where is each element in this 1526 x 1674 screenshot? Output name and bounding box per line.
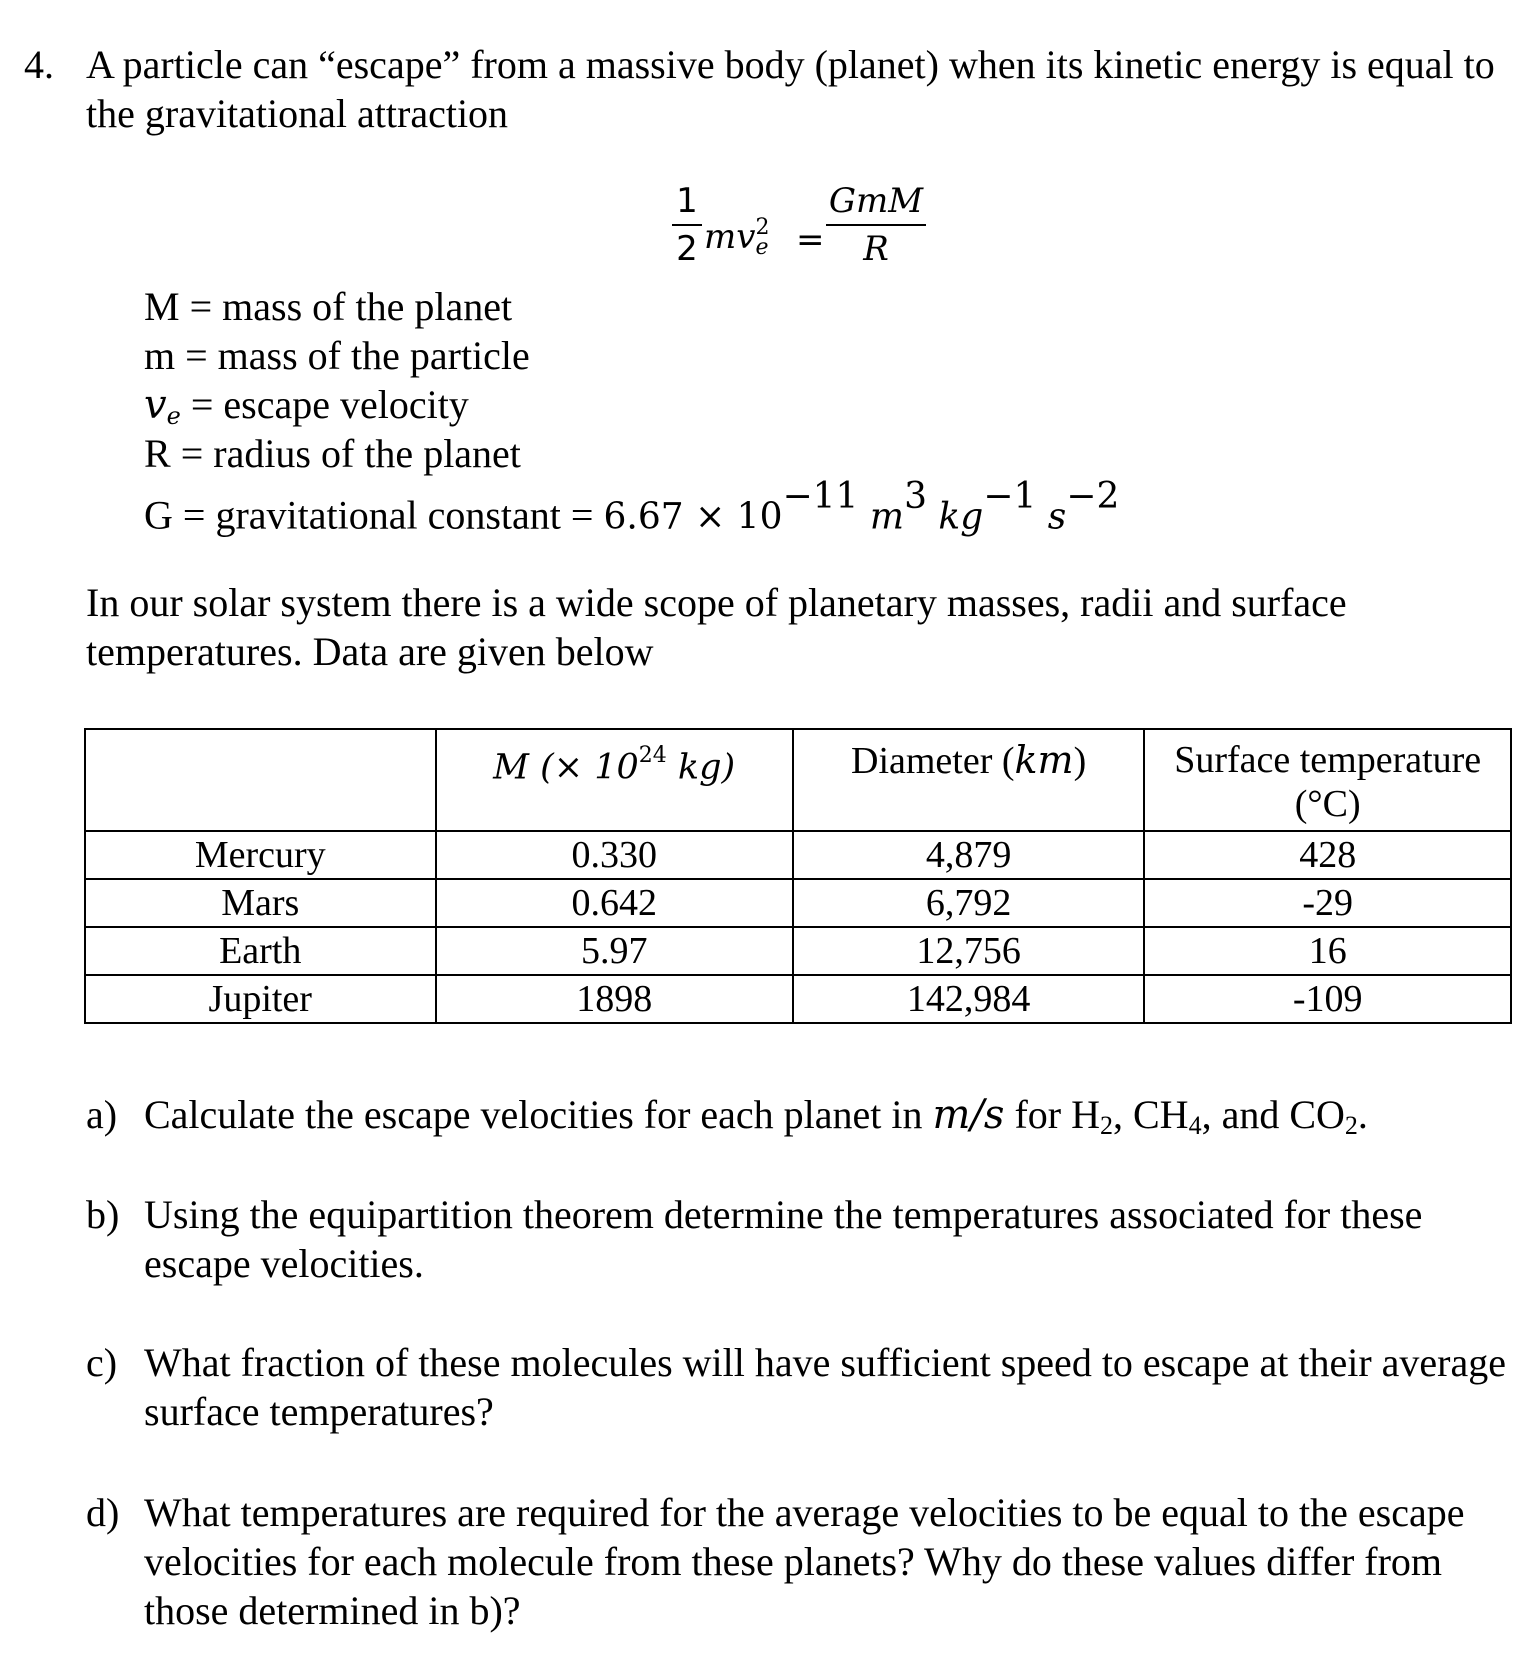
kinetic-expr: mv [704, 217, 756, 257]
part-c-label: c) [86, 1340, 118, 1385]
planet-temperature: -29 [1144, 879, 1511, 927]
definition-G: G = gravitational constant = $6.67 \times 10^{-11}$ $m^3$ $kg^{-1}$ $s^{-2}$ [144, 476, 1120, 538]
planet-mass: 1898 [436, 975, 793, 1023]
intro-line-1: A particle can “escape” from a massive body (planet) when its kinetic energy is equal to [86, 42, 1495, 87]
gravity-fraction [826, 182, 926, 268]
kinetic-term [704, 213, 782, 266]
table-row [85, 879, 1511, 927]
planet-diameter: 12,756 [793, 927, 1145, 975]
header-diameter: Diameter (km) [793, 729, 1145, 831]
planet-diameter: 4,879 [793, 831, 1145, 879]
planet-name: Mercury [85, 831, 436, 879]
definition-ve: $v_e$ = escape velocity [144, 382, 469, 430]
planet-diameter: 142,984 [793, 975, 1145, 1023]
gravity-denominator: R [863, 229, 889, 269]
table-row [85, 831, 1511, 879]
question-intro [86, 40, 1516, 138]
header-blank [85, 729, 436, 831]
gravitational-constant-value: 6.67 × 10 [603, 496, 783, 538]
one-half-fraction [672, 182, 702, 268]
definition-m: m = mass of the particle [144, 333, 530, 378]
planet-name: Earth [85, 927, 436, 975]
fraction-bar [672, 224, 702, 226]
part-d-text: What temperatures are required for the average velocities to be equal to the escape velocities for each molecule from these planets? Why do these values differ from those determined in b)? [144, 1490, 1465, 1633]
velocity-unit: m/s [932, 1092, 1005, 1138]
question-number: 4. [24, 42, 54, 87]
definition-M: M = mass of the planet [144, 284, 513, 329]
table-row [85, 927, 1511, 975]
planet-mass: 0.642 [436, 879, 793, 927]
part-b-label: b) [86, 1192, 120, 1237]
fraction-numerator: 1 [676, 181, 698, 221]
planet-name: Mars [85, 879, 436, 927]
part-a-text: Calculate the escape velocities for each planet in m/s for $H_2$, $CH_4$, and $CO_2$. [144, 1092, 1368, 1140]
table-header-row [85, 729, 1511, 831]
fraction-denominator: 2 [676, 229, 698, 269]
part-c-text: What fraction of these molecules will have sufficient speed to escape at their average surface temperatures? [144, 1340, 1507, 1434]
gravity-fraction-bar [826, 224, 926, 226]
planet-name: Jupiter [85, 975, 436, 1023]
kinetic-sup: 2 [755, 215, 770, 240]
planet-mass: 0.330 [436, 831, 793, 879]
kinetic-sub: e [755, 235, 769, 260]
header-mass: M (× $10^{24}$ kg) [436, 729, 793, 831]
planet-data-table [84, 728, 1512, 1024]
intro-line-2: the gravitational attraction [86, 91, 509, 136]
part-d-label: d) [86, 1490, 120, 1535]
variable-definitions [144, 282, 1120, 538]
planet-temperature: 16 [1144, 927, 1511, 975]
escape-energy-equation [672, 182, 932, 292]
solar-system-paragraph [86, 578, 1486, 676]
part-b-text: Using the equipartition theorem determine the temperatures associated for these escape velocities. [144, 1192, 1423, 1286]
planet-temperature: 428 [1144, 831, 1511, 879]
table-row [85, 975, 1511, 1023]
part-a-label: a) [86, 1092, 118, 1137]
equals-sign: = [796, 220, 825, 260]
planet-diameter: 6,792 [793, 879, 1145, 927]
gravity-numerator: GmM [828, 181, 924, 221]
paragraph-line-2: temperatures. Data are given below [86, 629, 654, 674]
definition-R: R = radius of the planet [144, 431, 521, 476]
planet-mass: 5.97 [436, 927, 793, 975]
header-temperature: Surface temperature (°C) [1144, 729, 1511, 831]
paragraph-line-1: In our solar system there is a wide scope of planetary masses, radii and surface [86, 580, 1347, 625]
planet-temperature: -109 [1144, 975, 1511, 1023]
